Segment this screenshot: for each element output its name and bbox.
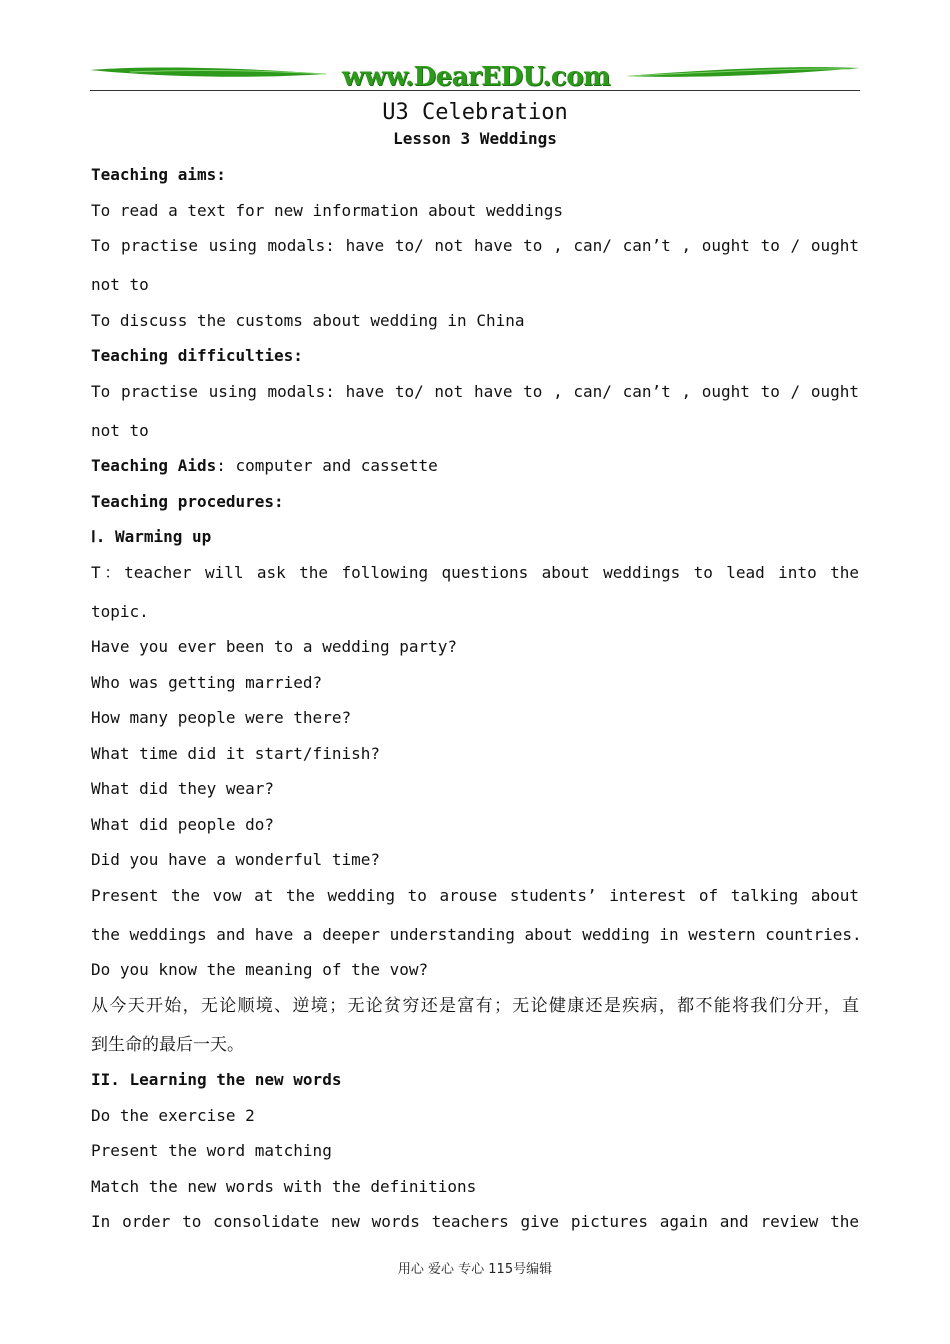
aim-item: To read a text for new information about weddings (91, 200, 564, 220)
lesson-subtitle: Lesson 3 Weddings (393, 129, 557, 148)
site-header (90, 60, 860, 94)
present-text: Present the vow at the wedding to arouse students’ interest of talking about (91, 885, 859, 905)
aids-heading: Teaching Aids (91, 456, 217, 475)
difficulty-text: To practise using modals: have to/ not have to , can/ can’t , ought to / ought (91, 381, 859, 401)
question-item: How many people were there? (91, 708, 352, 727)
question-item: Did you have a wonderful time? (91, 850, 380, 869)
page-footer: 用心 爱心 专心 115号编辑 (397, 1262, 553, 1277)
learning-item: Present the word matching (91, 1141, 332, 1160)
aids-line (91, 454, 859, 478)
learning-text: In order to consolidate new words teachers give pictures again and review the (91, 1212, 859, 1231)
present-text: the weddings and have a deeper understanding about wedding in western countries. (91, 924, 862, 944)
question-item: What time did it start/finish? (91, 743, 380, 763)
question-item: Have you ever been to a wedding party? (91, 637, 458, 656)
learning-item: Do the exercise 2 (91, 1105, 255, 1125)
vow-chinese: 到生命的最后一天。 (91, 1034, 244, 1055)
warming-heading: Ⅰ. Warming up (91, 527, 212, 546)
aids-text: : computer and cassette (216, 456, 438, 475)
learning-heading: II. Learning the new words (91, 1070, 342, 1089)
warming-intro: topic. (91, 601, 149, 621)
vow-question: Do you know the meaning of the vow? (91, 960, 429, 979)
site-logo[interactable]: www.DearEDU.com (341, 62, 611, 92)
warming-intro: T：teacher will ask the following questions about weddings to lead into the (91, 562, 859, 582)
question-item: What did they wear? (91, 779, 275, 798)
difficulties-heading: Teaching difficulties: (91, 346, 303, 365)
aim-item: not to (91, 275, 149, 294)
question-item: Who was getting married? (91, 672, 323, 692)
aim-item: To practise using modals: have to/ not have to , can/ can’t , ought to / ought (91, 236, 859, 255)
learning-item: Match the new words with the definitions (91, 1176, 477, 1196)
aims-heading: Teaching aims: (91, 165, 226, 184)
procedures-heading: Teaching procedures: (91, 491, 284, 511)
header-divider (90, 90, 860, 91)
document-body (91, 163, 862, 1249)
difficulty-text: not to (91, 420, 149, 440)
vow-chinese: 从今天开始，无论顺境、逆境；无论贫穷还是富有；无论健康还是疾病，都不能将我们分开，直 (91, 995, 859, 1016)
question-item: What did people do? (91, 814, 275, 834)
aim-item: To discuss the customs about wedding in China (91, 310, 525, 330)
page-title: U3 Celebration (382, 100, 568, 125)
